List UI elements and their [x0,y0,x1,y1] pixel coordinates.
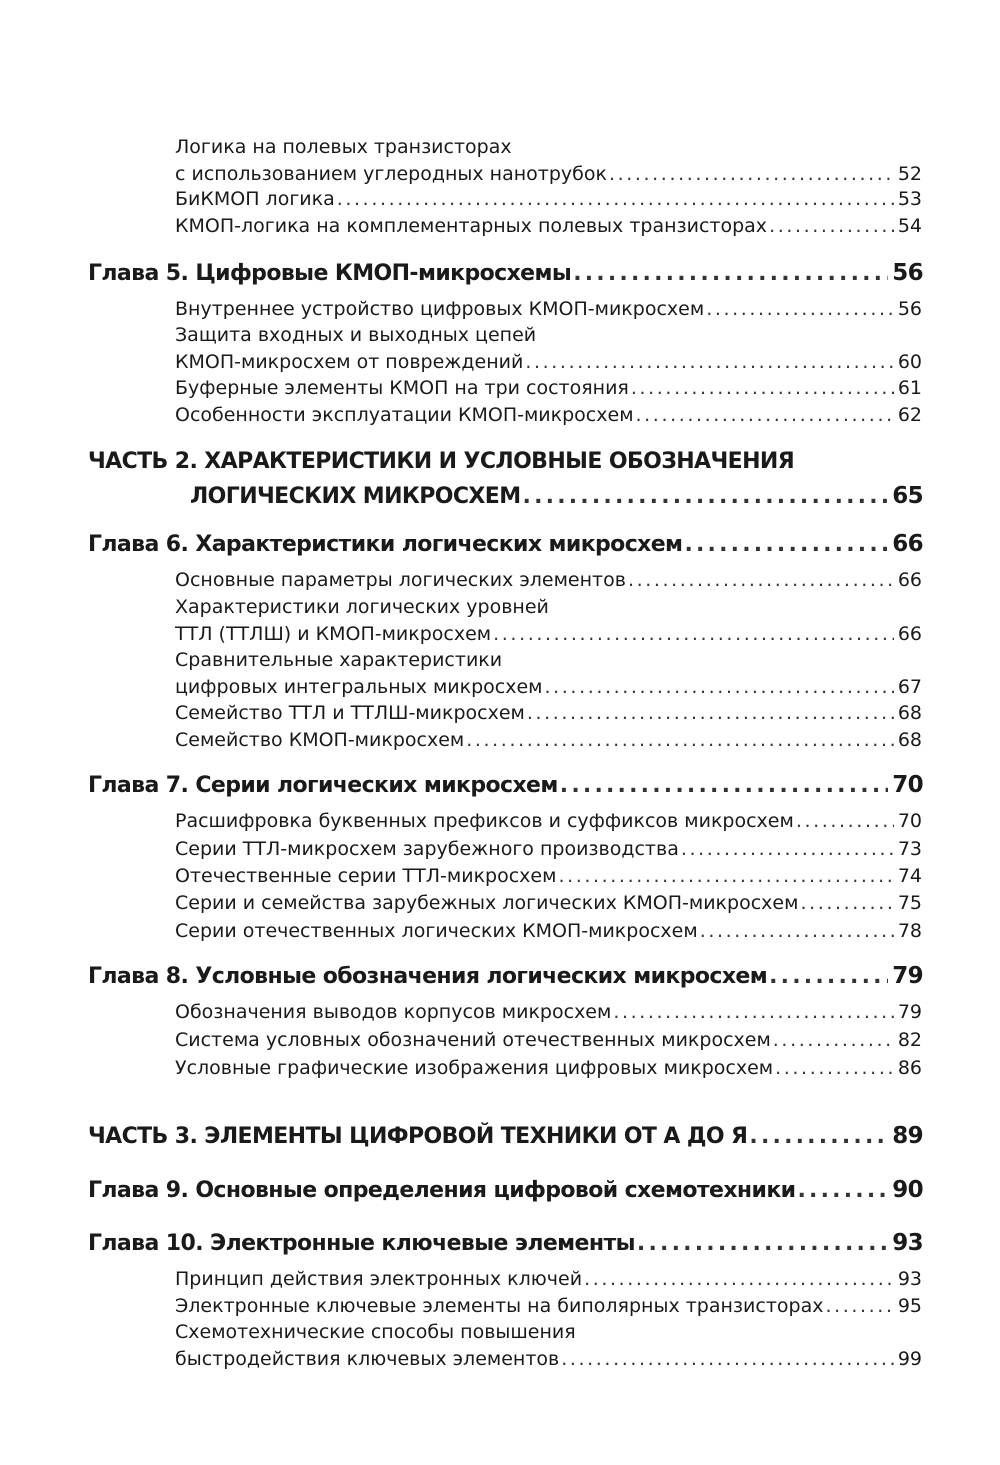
toc-title: Система условных обозначений отечественных микросхем [175,1029,771,1051]
dot-leader [337,185,894,213]
dot-leader [769,212,894,240]
dot-leader [493,620,894,648]
dot-leader [613,998,893,1026]
toc-title: КМОП-микросхем от повреждений [175,350,524,373]
toc-title: цифровых интегральных микросхем [175,675,543,698]
dot-leader [523,483,889,511]
toc-title: ЧАСТЬ 3. ЭЛЕМЕНТЫ ЦИФРОВОЙ ТЕХНИКИ ОТ А ДО Я [88,1124,748,1149]
toc-leader-row [88,1122,923,1150]
dot-leader [681,835,894,863]
page-number: 82 [897,1029,922,1051]
dot-leader [700,917,894,945]
toc-title: быстродействия ключевых элементов [175,1347,560,1370]
toc-title: Отечественные серии ТТЛ-микросхем [175,865,557,887]
dot-leader [798,1177,889,1205]
toc-title-line: Сравнительные характеристики [175,649,503,671]
page-number: 65 [892,483,923,509]
toc-leader-row [190,482,923,510]
page-number: 62 [897,404,922,426]
toc-leader-row [175,1054,922,1082]
page-number: 61 [897,377,922,399]
toc-leader-row [175,726,922,754]
page-number: 95 [897,1295,922,1317]
dot-leader [800,889,893,917]
page-number: 79 [897,1001,922,1023]
toc-title-line: Схемотехнические способы повышения [175,1321,576,1343]
toc-title: Глава 10. Электронные ключевые элементы [88,1231,635,1256]
toc-leader-row [88,1176,923,1204]
page-number: 54 [897,215,922,237]
toc-title: Расшифровка буквенных префиксов и суффиксов микросхем [175,810,794,832]
toc-title: Особенности эксплуатации КМОП-микросхем [175,404,634,426]
dot-leader [769,963,888,991]
page-number: 93 [897,1268,922,1290]
toc-title: Буферные элементы КМОП на три состояния [175,377,629,399]
page-number: 56 [897,298,922,320]
page-number: 60 [897,350,922,373]
toc-title: Условные графические изображения цифровых микросхем [175,1057,774,1079]
toc-leader-row [175,998,922,1026]
dot-leader [773,1026,894,1054]
page-number: 67 [897,675,922,698]
toc-leader-row [88,1229,923,1257]
page-number: 90 [892,1177,923,1203]
dot-leader [573,260,888,288]
toc-leader-row [175,699,922,727]
toc-title: Внутреннее устройство цифровых КМОП-микросхем [175,298,705,320]
toc-leader-row [175,1292,922,1320]
toc-title-line: Защита входных и выходных цепей [175,324,537,346]
page-number: 73 [897,838,922,860]
toc-leader-row [175,917,922,945]
dot-leader [631,374,894,402]
toc-leader-row [175,374,922,402]
toc-title: Электронные ключевые элементы на биполярных транзисторах [175,1295,824,1317]
toc-leader-row [175,212,922,240]
page-number: 66 [897,569,922,591]
toc-title-line: Характеристики логических уровней [175,596,549,618]
toc-leader-row [175,807,922,835]
dot-leader [558,862,893,890]
toc-title: Основные параметры логических элементов [175,569,626,591]
toc-leader-row [175,566,922,594]
page-number: 86 [897,1057,922,1079]
page-number: 66 [897,622,922,645]
toc-leader-row [175,862,922,890]
dot-leader [796,807,894,835]
dot-leader [636,401,894,429]
dot-leader [545,673,894,701]
toc-title: Обозначения выводов корпусов микросхем [175,1001,612,1023]
dot-leader [706,295,894,323]
page-number: 56 [892,260,923,286]
dot-leader [525,348,893,376]
dot-leader [825,1292,893,1320]
dot-leader [561,1345,894,1373]
dot-leader [584,1265,894,1293]
toc-leader-row [175,620,922,648]
toc-title: Глава 6. Характеристики логических микросхем [88,532,683,557]
toc-leader-row [175,160,922,188]
toc-leader-row [175,348,922,376]
toc-title: ЛОГИЧЕСКИХ МИКРОСХЕМ [190,484,521,509]
page-number: 66 [892,531,923,557]
page-number: 52 [897,162,922,185]
toc-title: ТТЛ (ТТЛШ) и КМОП-микросхем [175,622,492,645]
toc-title: Глава 8. Условные обозначения логических микросхем [88,964,768,989]
page-number: 93 [892,1230,923,1256]
toc-title: Серии ТТЛ-микросхем зарубежного производства [175,838,679,860]
toc-leader-row [88,530,923,558]
page-number: 75 [897,892,922,914]
toc-title: Глава 5. Цифровые КМОП-микросхемы [88,261,572,286]
toc-title: БиКМОП логика [175,188,335,210]
toc-leader-row [175,295,922,323]
page-number: 68 [897,729,922,751]
toc-leader-row [88,259,923,287]
page-number: 99 [897,1347,922,1370]
page-number: 78 [897,920,922,942]
toc-leader-row [175,835,922,863]
toc-title: Принцип действия электронных ключей [175,1268,583,1290]
toc-title: Семейство КМОП-микросхем [175,729,465,751]
dot-leader [466,726,894,754]
dot-leader [749,1123,888,1151]
page-number: 68 [897,702,922,724]
toc-title: Семейство ТТЛ и ТТЛШ-микросхем [175,702,525,724]
toc-leader-row [175,1026,922,1054]
toc-leader-row [88,771,923,799]
toc-leader-row [175,185,922,213]
toc-leader-row [175,1265,922,1293]
toc-leader-row [175,889,922,917]
dot-leader [628,566,894,594]
toc-title-line: Логика на полевых транзисторах [175,136,512,158]
toc-title: с использованием углеродных нанотрубок [175,162,607,185]
toc-leader-row [175,401,922,429]
toc-title: КМОП-логика на комплементарных полевых транзисторах [175,215,768,237]
page-number: 70 [897,810,922,832]
toc-title: Глава 7. Серии логических микросхем [88,773,558,798]
toc-title: Серии и семейства зарубежных логических КМОП-микросхем [175,892,799,914]
page-number: 53 [897,188,922,210]
toc-leader-row [88,962,923,990]
dot-leader [527,699,894,727]
dot-leader [684,531,888,559]
toc-title-line: ЧАСТЬ 2. ХАРАКТЕРИСТИКИ И УСЛОВНЫЕ ОБОЗНАЧЕНИЯ [88,449,795,474]
dot-leader [775,1054,894,1082]
toc-leader-row [175,1345,922,1373]
page-number: 79 [892,963,923,989]
page-number: 89 [892,1123,923,1149]
toc-leader-row [175,673,922,701]
dot-leader [637,1230,888,1258]
dot-leader [560,772,888,800]
page-number: 70 [892,772,923,798]
dot-leader [609,160,894,188]
toc-title: Серии отечественных логических КМОП-микросхем [175,920,698,942]
toc-title: Глава 9. Основные определения цифровой схемотехники [88,1178,796,1203]
page-number: 74 [897,865,922,887]
